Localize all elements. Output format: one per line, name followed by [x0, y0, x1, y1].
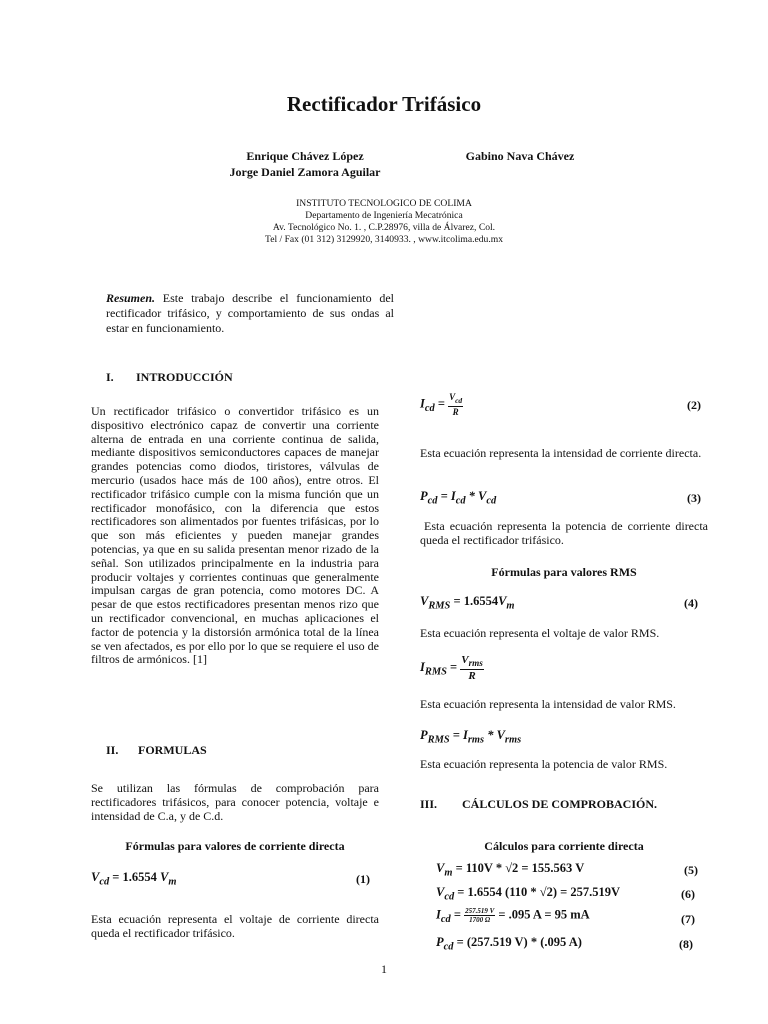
- eq3-description: [420, 520, 708, 548]
- eq-rhs: = (257.519 V) * (.095 A): [453, 935, 582, 949]
- eq-fraction: [464, 907, 495, 924]
- frac-numerator-sub: rms: [468, 658, 483, 669]
- section-number: I.: [106, 370, 114, 384]
- calc-row-5: [436, 861, 584, 879]
- eq-subscript: RMS: [424, 666, 447, 678]
- eq-symbol: P: [420, 489, 428, 503]
- eq-symbol: V: [91, 870, 100, 884]
- equation-number-5: (5): [684, 863, 698, 877]
- equation-3: [420, 489, 496, 507]
- authors-right: [440, 148, 600, 164]
- eq-subscript: cd: [455, 495, 466, 507]
- intro-text: Un rectificador trifásico o convertidor trifásico es un dispositivo electrónico capaz de convertir una corriente alterna de entrada en una corriente continua de salida, mediante dispositivos semiconductores capaces de manejar grandes potencias como diodos, tiristores, válvulas de mercurio (usados hace más de 100 años), entre otros. El rectificador trifásico cumple con la misma función que un rectificador monofásico, con la diferencia que estos rectificadores son alimentados por fuentes trifásicas, por lo que son más eficientes y pueden manejar grandes potencias, ya que en su salida presentan menor rizado de la señal. Son utilizados principalmente en la industria para producir voltajes y corrientes continuas que generalmente impulsan cargas de gran potencia, como motores DC. A pesar de que estos rectificadores presentan menos rizo que un rectificador convencional, en muchas aplicaciones el factor de potencia y la distorsión armónica total de la línea se ven afectados, es por ello por lo que se requiere el uso de filtros de armónicos. [1]: [91, 404, 379, 667]
- paper-title: Rectificador Trifásico: [286, 92, 482, 116]
- author-3: Gabino Nava Chávez: [465, 149, 575, 163]
- equation-6: [420, 728, 521, 746]
- frac-denominator: 1700 Ω: [469, 916, 491, 924]
- subheading-dc: Fórmulas para valores de corriente directa: [125, 839, 345, 853]
- eq-symbol: * V: [484, 728, 505, 742]
- eq4-description: [420, 627, 708, 641]
- eq-fraction: [460, 654, 484, 682]
- eq-subscript: cd: [440, 913, 451, 925]
- calc-row-6: [436, 885, 620, 903]
- frac-denominator: R: [452, 406, 459, 417]
- eq-subscript: cd: [99, 876, 110, 888]
- calc-row-7: $I_{cd}$ = $\frac{257.519 V}{1700 \Omega}$ = .095 A = 95 mA: [436, 907, 590, 925]
- eq-rhs: = 1.6554 (110 * √2) = 257.519V: [454, 885, 621, 899]
- eq-rhs: = 1.6554: [450, 594, 499, 608]
- frac-numerator: V: [449, 392, 456, 402]
- institution-contact: Tel / Fax (01 312) 3129920, 3140933. , www.itcolima.edu.mx: [265, 234, 503, 245]
- subheading-rms: Fórmulas para valores RMS: [491, 565, 637, 579]
- eq-symbol: = I: [437, 489, 456, 503]
- eq-rhs: = 110V * √2 = 155.563 V: [452, 861, 585, 875]
- equation-number-1: (1): [356, 872, 370, 886]
- eq-subscript: m: [168, 876, 177, 888]
- eq1-description-text: Esta ecuación representa el voltaje de corriente directa queda el rectificador trifásico.: [91, 912, 379, 940]
- subheading-calc-dc: Cálculos para corriente directa: [484, 839, 644, 853]
- equation-1: [91, 870, 177, 888]
- eq-subscript: rms: [504, 734, 522, 746]
- eq-symbol: P: [436, 935, 444, 949]
- eq-subscript: cd: [443, 941, 454, 953]
- institution-name: INSTITUTO TECNOLOGICO DE COLIMA: [296, 198, 472, 209]
- eq-subscript: m: [444, 867, 453, 879]
- eq-subscript: cd: [424, 402, 435, 414]
- equation-number-8: (8): [679, 937, 693, 951]
- section-title: CÁLCULOS DE COMPROBACIÓN.: [462, 797, 658, 811]
- eq-symbol: I: [420, 396, 425, 411]
- equation-number-7: (7): [681, 912, 695, 926]
- section-title: FORMULAS: [138, 743, 207, 757]
- frac-denominator: R: [468, 670, 476, 683]
- abstract-label: Resumen.: [106, 291, 156, 305]
- eq-symbol: P: [420, 728, 428, 742]
- intro-paragraph: [91, 405, 379, 667]
- eq-symbol: V: [436, 861, 445, 875]
- section-title: INTRODUCCIÓN: [136, 370, 233, 384]
- frac-numerator: V: [461, 654, 469, 666]
- eq5-description-text: Esta ecuación representa la intensidad de valor RMS.: [420, 697, 676, 711]
- institution-address: Av. Tecnológico No. 1. , C.P.28976, villa de Álvarez, Col.: [272, 222, 496, 233]
- section-intro-heading: [106, 370, 233, 385]
- institution-dept: Departamento de Ingeniería Mecatrónica: [305, 210, 463, 221]
- eq-symbol: V: [436, 885, 445, 899]
- section-number: II.: [106, 743, 119, 757]
- eq-rhs: = 1.6554: [109, 870, 161, 884]
- author-1: Enrique Chávez López: [246, 149, 364, 163]
- eq3-description-text: Esta ecuación representa la potencia de corriente directa queda el rectificador trifásico.: [420, 519, 708, 547]
- institution-block: [0, 198, 768, 246]
- section-calculos-heading: [420, 797, 657, 812]
- equation-number-6: (6): [681, 887, 695, 901]
- section-number: III.: [420, 797, 438, 811]
- eq6-description: [420, 758, 708, 772]
- eq-symbol: I: [420, 659, 425, 674]
- page-number: 1: [381, 962, 387, 976]
- eq-symbol: V: [498, 594, 507, 608]
- eq-symbol: = I: [449, 728, 468, 742]
- abstract-text: Este trabajo describe el funcionamiento del rectificador trifásico, y comportamiento de sus ondas al estar en funcionamiento.: [106, 291, 394, 335]
- eq-subscript: RMS: [428, 600, 451, 612]
- frac-numerator-sub: cd: [455, 395, 463, 405]
- eq-symbol: * V: [465, 489, 487, 503]
- eq1-description: [91, 913, 379, 941]
- calc-row-8: [436, 935, 582, 953]
- eq-symbol: V: [420, 594, 429, 608]
- eq-subscript: m: [506, 600, 515, 612]
- eq-fraction: [448, 392, 463, 417]
- equation-number-4: (4): [684, 596, 698, 610]
- eq5-description: [420, 698, 708, 712]
- abstract: [106, 291, 394, 336]
- eq-symbol: I: [436, 907, 441, 922]
- equation-number-2: (2): [687, 398, 701, 412]
- eq4-description-text: Esta ecuación representa el voltaje de valor RMS.: [420, 626, 660, 640]
- section-formulas-heading: [106, 743, 207, 758]
- eq2-description-text: Esta ecuación representa la intensidad de corriente directa.: [420, 446, 702, 460]
- frac-numerator: 257.519 V: [465, 907, 495, 915]
- eq-subscript: cd: [427, 495, 438, 507]
- eq-subscript: cd: [486, 495, 497, 507]
- equation-4: [420, 594, 515, 612]
- eq-subscript: cd: [444, 891, 455, 903]
- equation-2: $I_{cd}$ = $\frac{V_{cd}}{R}$: [420, 392, 463, 417]
- eq2-description: [420, 447, 708, 461]
- eq-rhs: = .095 A = 95 mA: [495, 907, 590, 922]
- eq-subscript: RMS: [427, 734, 450, 746]
- eq6-description-text: Esta ecuación representa la potencia de valor RMS.: [420, 757, 668, 771]
- formulas-paragraph: [91, 782, 379, 823]
- formulas-text: Se utilizan las fórmulas de comprobación para rectificadores trifásicos, para conocer potencia, voltaje e intensidad de C.a, y de C.d.: [91, 781, 379, 823]
- equation-5: $I_{RMS}$ = $\frac{V_{rms}}{R}$: [420, 654, 483, 683]
- eq-subscript: rms: [467, 734, 485, 746]
- author-2: Jorge Daniel Zamora Aguilar: [229, 165, 381, 179]
- authors-left: [200, 148, 410, 180]
- eq-symbol: V: [160, 870, 169, 884]
- equation-number-3: (3): [687, 491, 701, 505]
